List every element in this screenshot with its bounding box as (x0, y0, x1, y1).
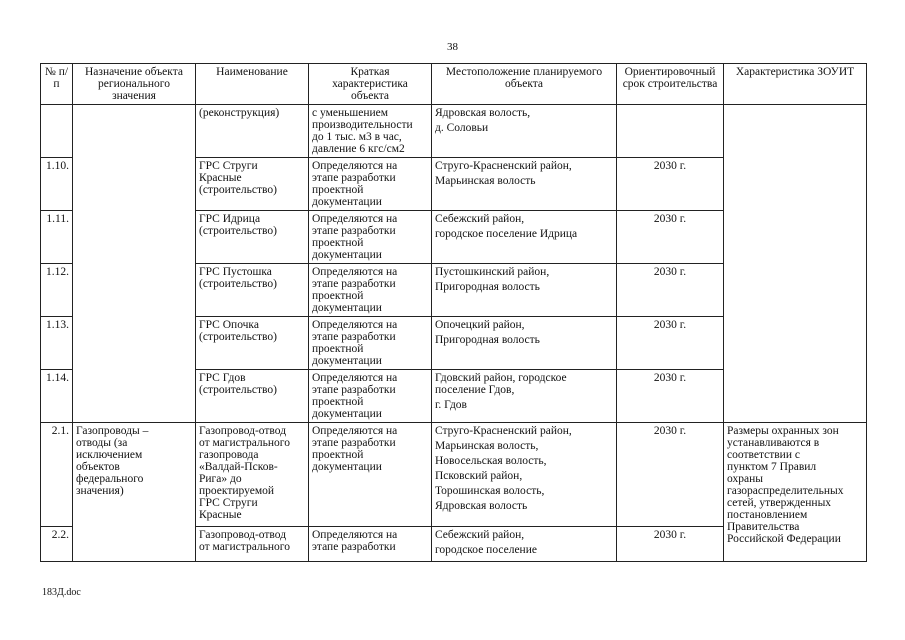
purpose-line: Газопроводы – (76, 425, 149, 437)
row-num (41, 105, 73, 158)
brief-line: проектной (312, 343, 364, 355)
row-name (196, 264, 309, 317)
brief-line: Определяются на (312, 266, 398, 278)
row-location (432, 423, 617, 527)
brief-line: документации (312, 249, 382, 261)
purpose-line: значения) (76, 485, 124, 497)
row-location (432, 264, 617, 317)
brief-line: производительности (312, 119, 413, 131)
location-line: д. Соловьи (435, 122, 489, 134)
name-line: Газопровод-отвод (199, 425, 287, 437)
name-line: Красные (199, 509, 242, 521)
location-line: Ядровская волость, (435, 107, 531, 119)
brief-line: этапе разработки (312, 437, 396, 449)
row-location (432, 105, 617, 158)
brief-line: до 1 тыс. м3 в час, (312, 131, 402, 143)
name-line: проектируемой (199, 485, 274, 497)
name-line: Рига» до (199, 473, 242, 485)
brief-line: Определяются на (312, 213, 398, 225)
zouit-line: устанавливаются в (727, 437, 820, 449)
name-line: газопровода (199, 449, 259, 461)
name-line: Красные (199, 172, 242, 184)
brief-line: проектной (312, 237, 364, 249)
name-line: (строительство) (199, 331, 277, 343)
row-name (196, 158, 309, 211)
zouit-line: сетей, утвержденных (727, 497, 832, 509)
row-zouit (724, 423, 867, 562)
row-num: 1.14. (41, 370, 73, 423)
row-brief (309, 264, 432, 317)
row-name (196, 423, 309, 527)
row-name (196, 527, 309, 562)
location-line: Ядровская волость (435, 500, 528, 512)
row-term: 2030 г. (617, 158, 724, 211)
row-num: 1.11. (41, 211, 73, 264)
row-name (196, 317, 309, 370)
row-term: 2030 г. (617, 527, 724, 562)
header-name: Наименование (196, 64, 309, 105)
brief-line: проектной (312, 290, 364, 302)
header-purpose: Назначение объекта регионального значения (73, 64, 196, 105)
zouit-line: охраны (727, 473, 763, 485)
name-line: (строительство) (199, 225, 277, 237)
name-line: Газопровод-отвод (199, 529, 287, 541)
location-line: Пустошкинский район, (435, 266, 550, 278)
location-line: поселение Гдов, (435, 384, 515, 396)
location-line: Новосельская волость, (435, 455, 547, 467)
row-location (432, 370, 617, 423)
brief-line: документации (312, 302, 382, 314)
header-zouit: Характеристика ЗОУИТ (724, 64, 867, 105)
location-line: г. Гдов (435, 399, 467, 411)
header-brief: Краткая характеристика объекта (309, 64, 432, 105)
name-line: ГРС Гдов (199, 372, 246, 384)
row-name (196, 370, 309, 423)
name-line: ГРС Пустошка (199, 266, 272, 278)
location-line: Гдовский район, городское (435, 372, 567, 384)
name-line: (реконструкция) (199, 107, 280, 119)
location-line: Пригородная волость (435, 334, 540, 346)
table-header-row (41, 64, 867, 105)
zouit-line: пунктом 7 Правил (727, 461, 817, 473)
row-brief (309, 423, 432, 527)
page-number: 38 (447, 41, 458, 53)
row-brief (309, 105, 432, 158)
row-name (196, 211, 309, 264)
row-location (432, 527, 617, 562)
row-term: 2030 г. (617, 211, 724, 264)
name-line: от магистрального (199, 437, 290, 449)
row-term: 2030 г. (617, 370, 724, 423)
brief-line: документации (312, 196, 382, 208)
purpose-line: исключением (76, 449, 143, 461)
purpose-line: объектов (76, 461, 120, 473)
zouit-line: постановлением (727, 509, 808, 521)
name-line: ГРС Опочка (199, 319, 259, 331)
row-brief (309, 317, 432, 370)
brief-line: документации (312, 355, 382, 367)
brief-line: проектной (312, 184, 364, 196)
header-term: Ориентировочный срок строительства (617, 64, 724, 105)
brief-line: документации (312, 408, 382, 420)
zouit-line: соответствии с (727, 449, 800, 461)
name-line: ГРС Струги (199, 497, 258, 509)
brief-line: этапе разработки (312, 278, 396, 290)
row-num: 2.1. (41, 423, 73, 527)
brief-line: этапе разработки (312, 541, 396, 553)
brief-line: с уменьшением (312, 107, 389, 119)
name-line: «Валдай-Псков- (199, 461, 278, 473)
row-brief (309, 211, 432, 264)
brief-line: этапе разработки (312, 172, 396, 184)
brief-line: документации (312, 461, 382, 473)
brief-line: проектной (312, 396, 364, 408)
row-num: 1.13. (41, 317, 73, 370)
infrastructure-table (40, 63, 867, 562)
row-zouit-empty (724, 105, 867, 423)
row-purpose (73, 423, 196, 562)
zouit-line: Правительства (727, 521, 800, 533)
row-location (432, 317, 617, 370)
zouit-line: газораспределительных (727, 485, 844, 497)
row-brief (309, 370, 432, 423)
row-name (196, 105, 309, 158)
location-line: Струго-Красненский район, (435, 425, 572, 437)
brief-line: Определяются на (312, 319, 398, 331)
row-num: 1.12. (41, 264, 73, 317)
brief-line: Определяются на (312, 372, 398, 384)
row-num: 1.10. (41, 158, 73, 211)
brief-line: давление 6 кгс/см2 (312, 143, 405, 155)
footer-filename: 183Д.doc (42, 587, 81, 598)
brief-line: этапе разработки (312, 225, 396, 237)
row-location (432, 158, 617, 211)
location-line: Струго-Красненский район, (435, 160, 572, 172)
location-line: Марьинская волость, (435, 440, 539, 452)
name-line: ГРС Идрица (199, 213, 261, 225)
location-line: городское поселение Идрица (435, 228, 578, 240)
brief-line: этапе разработки (312, 384, 396, 396)
location-line: Опочецкий район, (435, 319, 525, 331)
purpose-line: отводы (за (76, 437, 128, 449)
name-line: от магистрального (199, 541, 290, 553)
row-purpose (73, 105, 196, 423)
name-line: ГРС Струги (199, 160, 258, 172)
row-num: 2.2. (41, 527, 73, 562)
table-row (41, 105, 867, 158)
brief-line: Определяются на (312, 160, 398, 172)
table-row (41, 423, 867, 527)
row-term: 2030 г. (617, 317, 724, 370)
location-line: Себежский район, (435, 529, 525, 541)
zouit-line: Размеры охранных зон (727, 425, 839, 437)
row-location (432, 211, 617, 264)
zouit-line: Российской Федерации (727, 533, 841, 545)
name-line: (строительство) (199, 278, 277, 290)
location-line: Себежский район, (435, 213, 525, 225)
row-term: 2030 г. (617, 423, 724, 527)
brief-line: этапе разработки (312, 331, 396, 343)
row-term: 2030 г. (617, 264, 724, 317)
name-line: (строительство) (199, 184, 277, 196)
location-line: Псковский район, (435, 470, 523, 482)
location-line: Торошинская волость, (435, 485, 545, 497)
header-location: Местоположение планируемого объекта (432, 64, 617, 105)
location-line: Марьинская волость (435, 175, 536, 187)
purpose-line: федерального (76, 473, 144, 485)
brief-line: проектной (312, 449, 364, 461)
location-line: городское поселение (435, 544, 537, 556)
brief-line: Определяются на (312, 529, 398, 541)
row-brief (309, 158, 432, 211)
row-brief (309, 527, 432, 562)
row-term (617, 105, 724, 158)
name-line: (строительство) (199, 384, 277, 396)
location-line: Пригородная волость (435, 281, 540, 293)
brief-line: Определяются на (312, 425, 398, 437)
header-num: № п/п (41, 64, 73, 105)
